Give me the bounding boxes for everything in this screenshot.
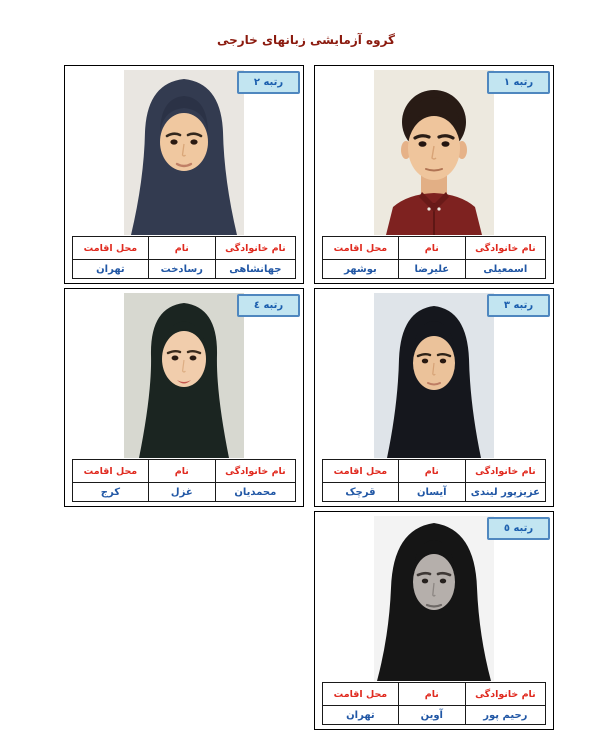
portrait-female-hijab-illustration — [124, 70, 244, 235]
first-name-value: غزل — [148, 483, 215, 502]
portrait-female-long-hair-illustration — [124, 293, 244, 458]
student-card-rank-3 — [314, 288, 554, 507]
student-photo — [124, 70, 244, 235]
residence-value: قرچک — [323, 483, 399, 502]
student-photo — [374, 293, 494, 458]
student-info-table — [72, 459, 296, 502]
student-photo — [374, 70, 494, 235]
first-name-header: نام — [398, 237, 465, 260]
first-name-value: آیسان — [398, 483, 465, 502]
first-name-value: آوین — [398, 706, 465, 725]
student-card-rank-5 — [314, 511, 554, 730]
last-name-header: نام خانوادگی — [465, 460, 545, 483]
residence-value: کرج — [73, 483, 149, 502]
last-name-header: نام خانوادگی — [215, 237, 295, 260]
student-info-table — [322, 682, 546, 725]
students-grid — [63, 65, 554, 730]
page-title: گروه آزمایشی زبانهای خارجی — [216, 33, 396, 47]
residence-value: تهران — [323, 706, 399, 725]
rank-badge: رتبه ٤ — [237, 294, 300, 317]
student-card-rank-4 — [64, 288, 304, 507]
rank-badge: رتبه ٣ — [487, 294, 550, 317]
last-name-header: نام خانوادگی — [215, 460, 295, 483]
last-name-value: جهانشاهی — [215, 260, 295, 279]
first-name-header: نام — [148, 237, 215, 260]
portrait-female-maghnaeh-illustration — [374, 293, 494, 458]
residence-header: محل اقامت — [323, 237, 399, 260]
last-name-header: نام خانوادگی — [465, 237, 545, 260]
residence-value: بوشهر — [323, 260, 399, 279]
student-photo — [374, 516, 494, 681]
rank-badge: رتبه ٥ — [487, 517, 550, 540]
portrait-female-chador-grayscale-illustration — [374, 516, 494, 681]
last-name-header: نام خانوادگی — [465, 683, 545, 706]
last-name-value: محمدیان — [215, 483, 295, 502]
student-info-table — [322, 459, 546, 502]
rank-badge: رتبه ٢ — [237, 71, 300, 94]
residence-value: تهران — [73, 260, 149, 279]
portrait-male-illustration — [374, 70, 494, 235]
last-name-value: عزیزپور لیندی — [465, 483, 545, 502]
residence-header: محل اقامت — [73, 460, 149, 483]
last-name-value: اسمعیلی — [465, 260, 545, 279]
student-info-table — [322, 236, 546, 279]
student-info-table — [72, 236, 296, 279]
residence-header: محل اقامت — [73, 237, 149, 260]
first-name-value: رسادخت — [148, 260, 215, 279]
rank-badge: رتبه ١ — [487, 71, 550, 94]
last-name-value: رحیم پور — [465, 706, 545, 725]
first-name-header: نام — [148, 460, 215, 483]
student-photo — [124, 293, 244, 458]
student-card-rank-1 — [314, 65, 554, 284]
residence-header: محل اقامت — [323, 460, 399, 483]
first-name-header: نام — [398, 683, 465, 706]
first-name-value: علیرضا — [398, 260, 465, 279]
first-name-header: نام — [398, 460, 465, 483]
residence-header: محل اقامت — [323, 683, 399, 706]
student-card-rank-2 — [64, 65, 304, 284]
